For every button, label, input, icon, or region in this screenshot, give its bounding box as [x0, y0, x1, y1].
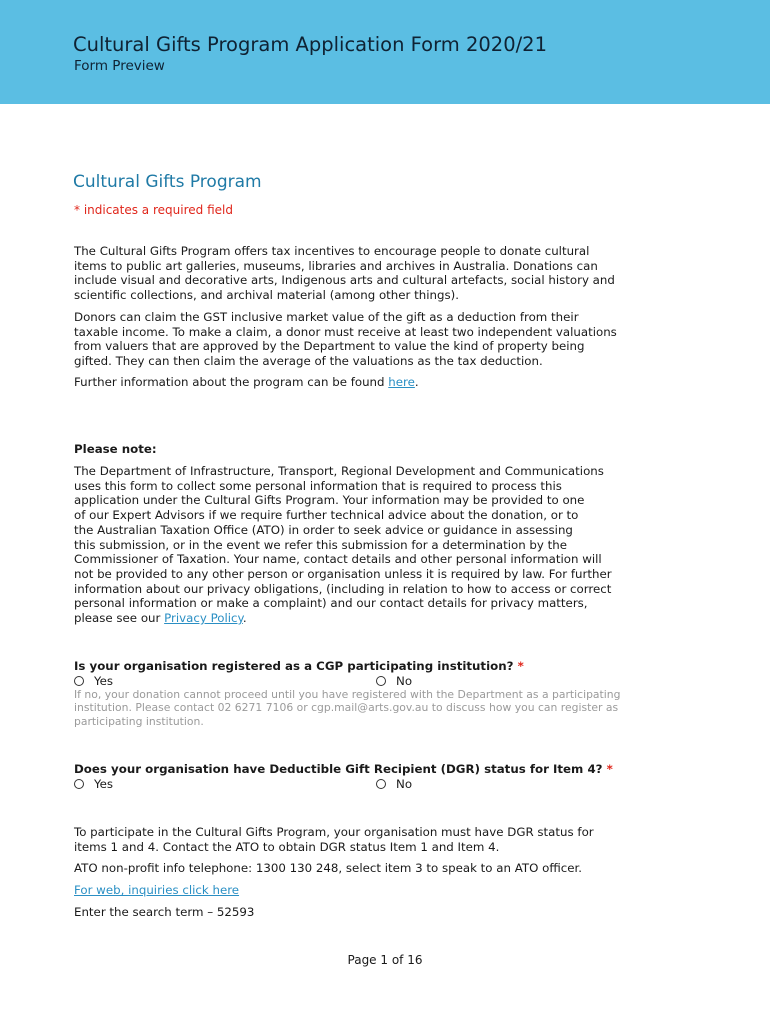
text-line: of our Expert Advisors if we require further technical advice about the donation, or to: [74, 508, 579, 523]
web-inquiries-link[interactable]: For web, inquiries click here: [74, 883, 240, 897]
text-line: not be provided to any other person or organisation unless it is required by law. For further: [74, 566, 612, 581]
page-header: [0, 0, 770, 104]
punctuation: .: [414, 375, 419, 389]
privacy-note: [74, 464, 684, 626]
text-line: the Australian Taxation Office (ATO) in order to seek advice or guidance in assessing: [74, 522, 573, 537]
q2-radio-yes[interactable]: [74, 777, 113, 791]
text-line: Donors can claim the GST inclusive market value of the gift as a deduction from their: [74, 310, 579, 324]
text-line: personal information or make a complaint) and our contact details for privacy matters,: [74, 596, 588, 611]
form-subtitle: Form Preview: [74, 58, 165, 74]
form-title: Cultural Gifts Program Application Form 2020/21: [73, 33, 547, 56]
radio-circle-icon[interactable]: [376, 779, 386, 789]
further-info-text: Further information about the program can be found: [74, 375, 389, 389]
text-line: items to public art galleries, museums, libraries and archives in Australia. Donations can: [74, 258, 598, 273]
ato-phone-text: ATO non-profit info telephone: 1300 130 248, select item 3 to speak to an ATO officer.: [74, 861, 582, 875]
help-line: If no, your donation cannot proceed until you have registered with the Department as a participating: [74, 688, 621, 701]
radio-circle-icon[interactable]: [74, 676, 84, 686]
text-line: information about our privacy obligations, (including in relation to how to access or correct: [74, 581, 612, 596]
radio-label: No: [396, 674, 413, 688]
text-line: The Department of Infrastructure, Transport, Regional Development and Communications: [74, 464, 604, 478]
q1-radio-yes[interactable]: [74, 674, 113, 688]
radio-circle-icon[interactable]: [376, 676, 386, 686]
text-line: uses this form to collect some personal information that is required to process this: [74, 478, 562, 493]
page-number: Page 1 of 16: [347, 953, 423, 967]
radio-label: Yes: [94, 777, 114, 791]
privacy-policy-link[interactable]: Privacy Policy: [164, 611, 243, 626]
search-term-text: Enter the search term – 52593: [74, 905, 255, 919]
radio-label: Yes: [94, 674, 114, 688]
intro-paragraph-2: [74, 310, 684, 369]
required-marker: *: [606, 762, 613, 776]
required-field-note: * indicates a required field: [74, 203, 233, 217]
question-label: Does your organisation have Deductible Gift Recipient (DGR) status for Item 4?: [74, 762, 603, 776]
text-line: include visual and decorative arts, Indigenous arts and cultural artefacts, social history and: [74, 273, 615, 288]
help-line: participating institution.: [74, 714, 204, 728]
further-info-link[interactable]: here: [388, 375, 415, 389]
text-line: scientific collections, and archival material (among other things).: [74, 288, 459, 303]
note-heading: Please note:: [74, 442, 157, 456]
q1-help-text: [74, 688, 620, 728]
please-note-heading: [74, 442, 684, 457]
radio-circle-icon[interactable]: [74, 779, 84, 789]
intro-paragraph-3: [74, 375, 684, 390]
web-inquiries: [74, 883, 684, 898]
intro-paragraph-1: [74, 244, 684, 303]
text-line: gifted. They can then claim the average of the valuations as the tax deduction.: [74, 354, 543, 369]
text-line: Commissioner of Taxation. Your name, contact details and other personal information will: [74, 552, 602, 567]
text-line: from valuers that are approved by the Department to value the kind of property being: [74, 339, 585, 354]
punctuation: .: [242, 611, 247, 626]
text-line: To participate in the Cultural Gifts Program, your organisation must have DGR status for: [74, 825, 594, 839]
question-dgr-status: [74, 762, 613, 776]
text-line: taxable income. To make a claim, a donor must receive at least two independent valuations: [74, 324, 617, 339]
search-term: [74, 905, 684, 920]
text-line: this submission, or in the event we refer this submission for a determination by the: [74, 537, 568, 552]
text-line: items 1 and 4. Contact the ATO to obtain DGR status Item 1 and Item 4.: [74, 839, 500, 854]
radio-label: No: [396, 777, 413, 791]
privacy-text: please see our: [74, 611, 165, 626]
required-marker: *: [517, 659, 524, 673]
text-line: application under the Cultural Gifts Program. Your information may be provided to one: [74, 493, 585, 508]
help-line: institution. Please contact 02 6271 7106 or cgp.mail@arts.gov.au to discuss how you can register as: [74, 701, 619, 715]
q2-radio-no[interactable]: [376, 777, 412, 791]
q1-radio-no[interactable]: [376, 674, 412, 688]
section-title: Cultural Gifts Program: [73, 172, 262, 192]
question-label: Is your organisation registered as a CGP participating institution?: [74, 659, 514, 673]
question-cgp-registered: [74, 659, 524, 673]
dgr-paragraph: [74, 825, 684, 854]
ato-phone: [74, 861, 684, 876]
text-line: [74, 611, 684, 626]
text-line: The Cultural Gifts Program offers tax incentives to encourage people to donate cultural: [74, 244, 590, 258]
